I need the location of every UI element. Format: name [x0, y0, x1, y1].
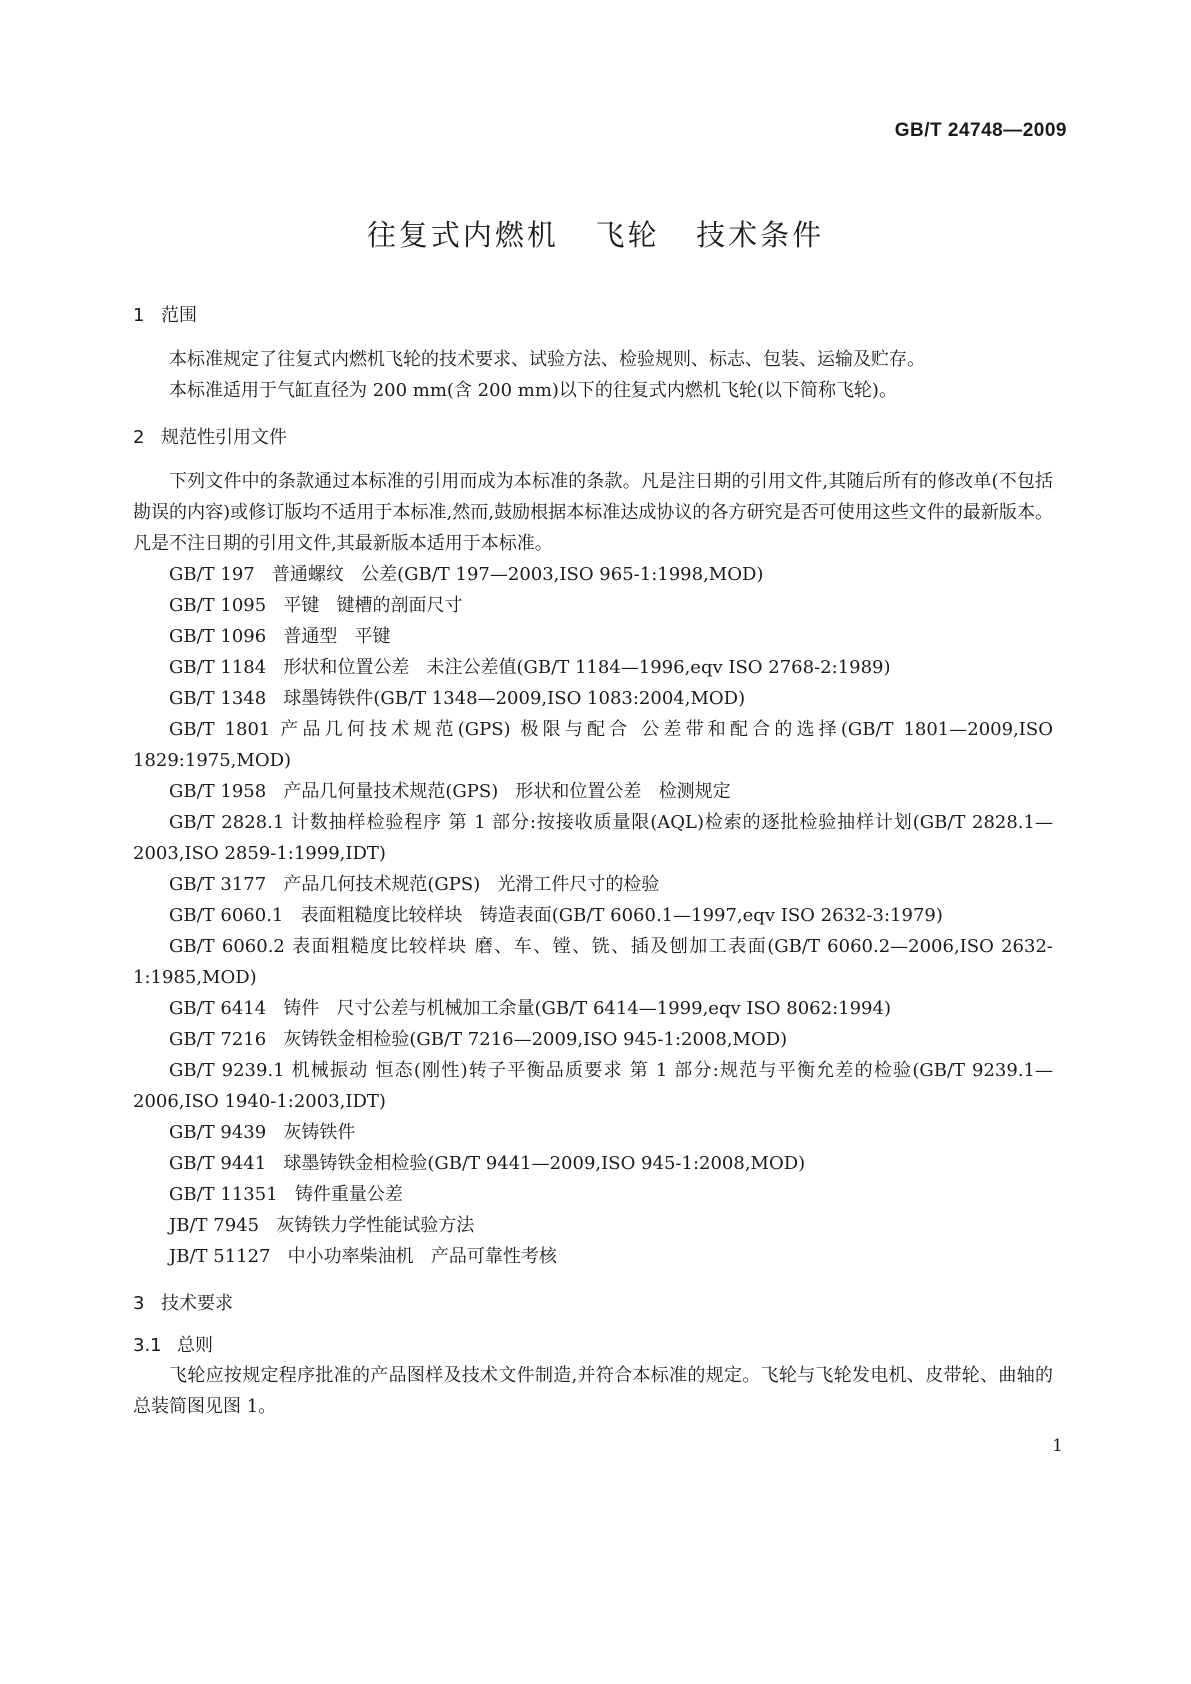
- page-number: 1: [1052, 1436, 1063, 1456]
- section-2-heading: [133, 424, 1053, 452]
- reference-item: GB/T 9439 灰铸铁件: [169, 1122, 356, 1143]
- subsection-title: 总则: [177, 1335, 213, 1356]
- reference-item: GB/T 1095 平键 键槽的剖面尺寸: [169, 595, 463, 616]
- reference-item: GB/T 6414 铸件 尺寸公差与机械加工余量(GB/T 6414—1999,eqv ISO 8062:1994): [169, 998, 891, 1019]
- reference-item: GB/T 197 普通螺纹 公差(GB/T 197—2003,ISO 965-1:1998,MOD): [169, 564, 764, 585]
- reference-item: JB/T 7945 灰铸铁力学性能试验方法: [169, 1215, 475, 1236]
- document-body: [133, 302, 1053, 1422]
- paragraph: 本标准规定了往复式内燃机飞轮的技术要求、试验方法、检验规则、标志、包装、运输及贮存。: [169, 349, 925, 370]
- reference-item: JB/T 51127 中小功率柴油机 产品可靠性考核: [169, 1246, 557, 1267]
- subsection-3-1-heading: [133, 1332, 1053, 1360]
- section-number: 2: [133, 427, 145, 448]
- section-title: 技术要求: [161, 1293, 233, 1314]
- section-1-heading: [133, 302, 1053, 330]
- reference-item: GB/T 6060.2 表面粗糙度比较样块 磨、车、镗、铣、插及刨加工表面(GB/T 6060.2—2006,ISO 2632-1:1985,MOD): [133, 936, 1053, 988]
- standard-code: GB/T 24748—2009: [894, 120, 1067, 141]
- reference-item: GB/T 1801 产品几何技术规范(GPS) 极限与配合 公差带和配合的选择(GB/T 1801—2009,ISO 1829:1975,MOD): [133, 719, 1053, 771]
- reference-item: GB/T 3177 产品几何技术规范(GPS) 光滑工件尺寸的检验: [169, 874, 660, 895]
- document-title: 往复式内燃机 飞轮 技术条件: [366, 218, 825, 252]
- section-number: 1: [133, 305, 145, 326]
- reference-list: [133, 559, 1053, 1272]
- subsection-number: 3.1: [133, 1335, 162, 1356]
- reference-item: GB/T 2828.1 计数抽样检验程序 第 1 部分:按接收质量限(AQL)检索的逐批检验抽样计划(GB/T 2828.1—2003,ISO 2859-1:1999,IDT): [133, 812, 1053, 864]
- paragraph: 本标准适用于气缸直径为 200 mm(含 200 mm)以下的往复式内燃机飞轮(以下简称飞轮)。: [169, 380, 897, 401]
- section-number: 3: [133, 1293, 145, 1314]
- paragraph: 飞轮应按规定程序批准的产品图样及技术文件制造,并符合本标准的规定。飞轮与飞轮发电机、皮带轮、曲轴的总装简图见图 1。: [133, 1365, 1053, 1417]
- paragraph: 下列文件中的条款通过本标准的引用而成为本标准的条款。凡是注日期的引用文件,其随后所有的修改单(不包括勘误的内容)或修订版均不适用于本标准,然而,鼓励根据本标准达成协议的各方研究是否可使用这些文件的最新版本。凡是不注日期的引用文件,其最新版本适用于本标准。: [133, 471, 1053, 554]
- section-title: 规范性引用文件: [161, 427, 287, 448]
- reference-item: GB/T 1958 产品几何量技术规范(GPS) 形状和位置公差 检测规定: [169, 781, 731, 802]
- reference-item: GB/T 11351 铸件重量公差: [169, 1184, 403, 1205]
- reference-item: GB/T 1348 球墨铸铁件(GB/T 1348—2009,ISO 1083:2004,MOD): [169, 688, 746, 709]
- reference-item: GB/T 9239.1 机械振动 恒态(刚性)转子平衡品质要求 第 1 部分:规范与平衡允差的检验(GB/T 9239.1—2006,ISO 1940-1:2003,IDT): [133, 1060, 1053, 1112]
- reference-item: GB/T 1096 普通型 平键: [169, 626, 391, 647]
- reference-item: GB/T 6060.1 表面粗糙度比较样块 铸造表面(GB/T 6060.1—1997,eqv ISO 2632-3:1979): [169, 905, 943, 926]
- reference-item: GB/T 1184 形状和位置公差 未注公差值(GB/T 1184—1996,eqv ISO 2768-2:1989): [169, 657, 891, 678]
- reference-item: GB/T 7216 灰铸铁金相检验(GB/T 7216—2009,ISO 945-1:2008,MOD): [169, 1029, 788, 1050]
- section-3-heading: [133, 1290, 1053, 1318]
- section-title: 范围: [161, 305, 197, 326]
- reference-item: GB/T 9441 球墨铸铁金相检验(GB/T 9441—2009,ISO 945-1:2008,MOD): [169, 1153, 806, 1174]
